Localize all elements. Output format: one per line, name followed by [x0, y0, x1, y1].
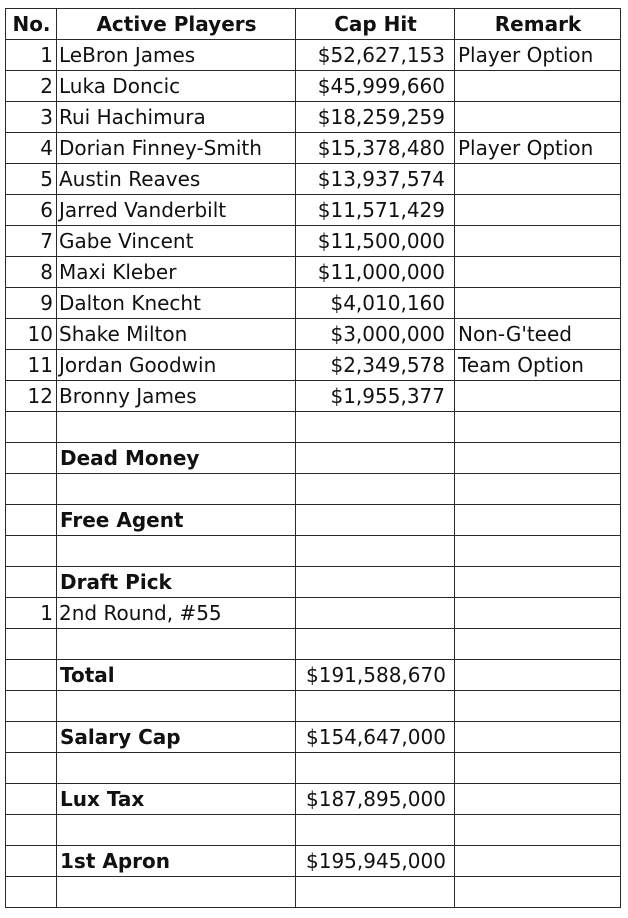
blank-row: [6, 815, 621, 846]
blank-row: [6, 412, 621, 443]
player-remark: [455, 164, 621, 195]
player-cap-hit: $11,000,000: [296, 257, 455, 288]
player-cap-hit: $18,259,259: [296, 102, 455, 133]
player-remark: [455, 102, 621, 133]
player-no: 4: [6, 133, 57, 164]
summary-row-first-apron: [6, 846, 621, 877]
player-no: 7: [6, 226, 57, 257]
table-row: [6, 381, 621, 412]
player-name: Jordan Goodwin: [57, 350, 296, 381]
header-no: No.: [6, 9, 57, 40]
blank-row: [6, 753, 621, 784]
blank-row: [6, 691, 621, 722]
salary-cap-value: $154,647,000: [296, 722, 455, 753]
player-no: 2: [6, 71, 57, 102]
first-apron-value: $195,945,000: [296, 846, 455, 877]
player-no: 1: [6, 40, 57, 71]
player-cap-hit: $52,627,153: [296, 40, 455, 71]
lux-tax-value: $187,895,000: [296, 784, 455, 815]
player-cap-hit: $3,000,000: [296, 319, 455, 350]
table-row: [6, 319, 621, 350]
player-cap-hit: $4,010,160: [296, 288, 455, 319]
player-remark: [455, 288, 621, 319]
player-remark: Player Option: [455, 40, 621, 71]
player-remark: [455, 71, 621, 102]
player-name: Rui Hachimura: [57, 102, 296, 133]
player-remark: [455, 381, 621, 412]
summary-row-lux-tax: [6, 784, 621, 815]
player-name: Jarred Vanderbilt: [57, 195, 296, 226]
draft-pick-detail: 2nd Round, #55: [57, 598, 296, 629]
player-name: Bronny James: [57, 381, 296, 412]
blank-row: [6, 629, 621, 660]
player-name: Gabe Vincent: [57, 226, 296, 257]
draft-pick-no: 1: [6, 598, 57, 629]
summary-row-total: [6, 660, 621, 691]
table-row: [6, 102, 621, 133]
player-remark: [455, 226, 621, 257]
table-row: [6, 598, 621, 629]
player-cap-hit: $13,937,574: [296, 164, 455, 195]
player-cap-hit: $11,571,429: [296, 195, 455, 226]
table-row: [6, 71, 621, 102]
draft-pick-label: Draft Pick: [57, 567, 296, 598]
player-no: 12: [6, 381, 57, 412]
player-cap-hit: $11,500,000: [296, 226, 455, 257]
header-active-players: Active Players: [57, 9, 296, 40]
table-row: [6, 288, 621, 319]
table-row: [6, 133, 621, 164]
salary-table: [5, 8, 621, 908]
dead-money-label: Dead Money: [57, 443, 296, 474]
player-no: 8: [6, 257, 57, 288]
player-name: Shake Milton: [57, 319, 296, 350]
player-name: Dorian Finney-Smith: [57, 133, 296, 164]
lux-tax-label: Lux Tax: [57, 784, 296, 815]
section-row-dead-money: [6, 443, 621, 474]
table-row: [6, 195, 621, 226]
header-row: [6, 9, 621, 40]
player-no: 6: [6, 195, 57, 226]
player-no: 3: [6, 102, 57, 133]
table-row: [6, 226, 621, 257]
table-row: [6, 164, 621, 195]
player-remark: Team Option: [455, 350, 621, 381]
player-name: Maxi Kleber: [57, 257, 296, 288]
header-remark: Remark: [455, 9, 621, 40]
total-value: $191,588,670: [296, 660, 455, 691]
player-no: 9: [6, 288, 57, 319]
player-remark: Non-G'teed: [455, 319, 621, 350]
player-cap-hit: $1,955,377: [296, 381, 455, 412]
player-cap-hit: $2,349,578: [296, 350, 455, 381]
player-remark: [455, 257, 621, 288]
player-name: Austin Reaves: [57, 164, 296, 195]
table-row: [6, 40, 621, 71]
free-agent-label: Free Agent: [57, 505, 296, 536]
first-apron-label: 1st Apron: [57, 846, 296, 877]
table-row: [6, 350, 621, 381]
player-name: Luka Doncic: [57, 71, 296, 102]
player-no: 11: [6, 350, 57, 381]
player-name: Dalton Knecht: [57, 288, 296, 319]
player-no: 5: [6, 164, 57, 195]
player-cap-hit: $15,378,480: [296, 133, 455, 164]
total-label: Total: [57, 660, 296, 691]
summary-row-salary-cap: [6, 722, 621, 753]
table-row: [6, 257, 621, 288]
blank-row: [6, 877, 621, 908]
player-cap-hit: $45,999,660: [296, 71, 455, 102]
section-row-free-agent: [6, 505, 621, 536]
blank-row: [6, 536, 621, 567]
section-row-draft-pick: [6, 567, 621, 598]
player-name: LeBron James: [57, 40, 296, 71]
player-remark: Player Option: [455, 133, 621, 164]
header-cap-hit: Cap Hit: [296, 9, 455, 40]
player-remark: [455, 195, 621, 226]
blank-row: [6, 474, 621, 505]
player-no: 10: [6, 319, 57, 350]
salary-cap-label: Salary Cap: [57, 722, 296, 753]
